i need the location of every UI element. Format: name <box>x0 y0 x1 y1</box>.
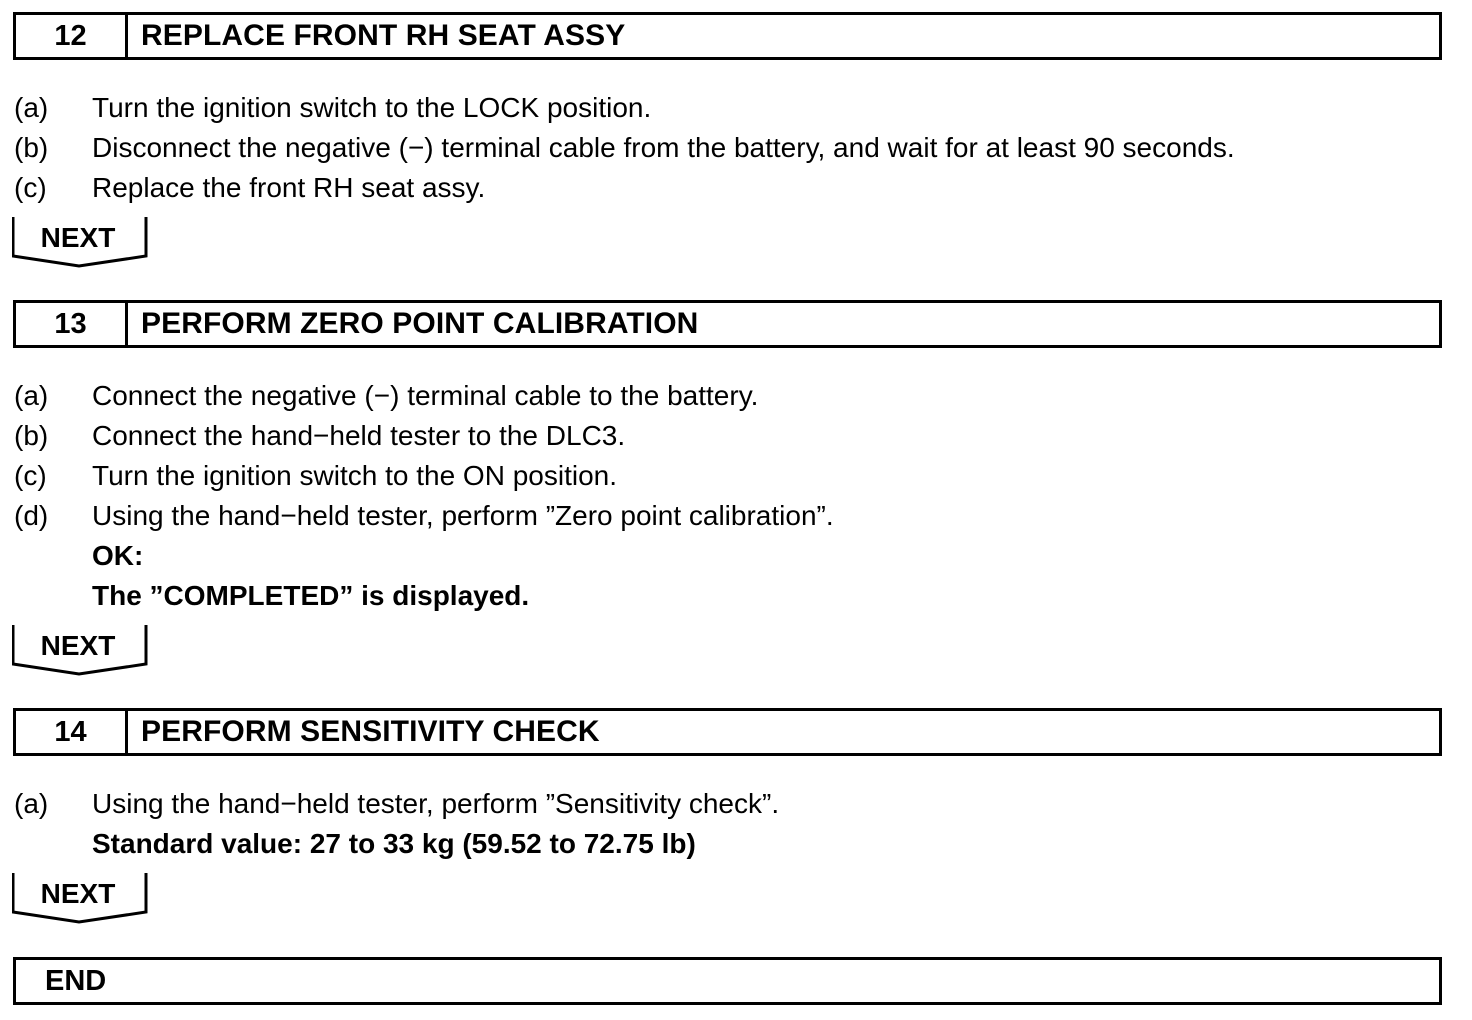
substep-text: Replace the front RH seat assy. <box>92 172 486 203</box>
next-button-label: NEXT <box>40 630 116 661</box>
substep-13c <box>14 456 834 496</box>
next-button-13[interactable] <box>12 624 150 676</box>
step-header-14 <box>13 708 1442 756</box>
substep-text: Connect the hand−held tester to the DLC3. <box>92 420 626 451</box>
step-number: 14 <box>16 711 128 753</box>
substep-letter: (b) <box>14 132 49 163</box>
substep-12a <box>14 88 1235 128</box>
substep-letter: (c) <box>14 172 47 203</box>
standard-value: Standard value: 27 to 33 kg (59.52 to 72.75 lb) <box>92 828 696 859</box>
substep-text: Disconnect the negative (−) terminal cable from the battery, and wait for at least 90 seconds. <box>92 132 1235 163</box>
substep-12b <box>14 128 1235 168</box>
substep-letter: (d) <box>14 500 49 531</box>
step-header-12 <box>13 12 1442 60</box>
substep-12c <box>14 168 1235 208</box>
next-button-label: NEXT <box>40 878 116 909</box>
step-header-13 <box>13 300 1442 348</box>
substep-list-13 <box>14 376 834 616</box>
substep-14a <box>14 784 779 824</box>
next-button-14[interactable] <box>12 872 150 924</box>
substep-text: Connect the negative (−) terminal cable to the battery. <box>92 380 759 411</box>
substep-13d <box>14 496 834 536</box>
substep-list-12 <box>14 88 1235 208</box>
substep-13a <box>14 376 834 416</box>
substep-text: Using the hand−held tester, perform ”Zero point calibration”. <box>92 500 834 531</box>
next-button-label: NEXT <box>40 222 116 253</box>
substep-letter: (a) <box>14 788 49 819</box>
step-title: PERFORM ZERO POINT CALIBRATION <box>141 307 699 340</box>
substep-text: Using the hand−held tester, perform ”Sensitivity check”. <box>92 788 780 819</box>
substep-letter: (a) <box>14 92 49 123</box>
ok-criteria: The ”COMPLETED” is displayed. <box>92 580 530 611</box>
substep-13b <box>14 416 834 456</box>
step-title: REPLACE FRONT RH SEAT ASSY <box>141 19 626 52</box>
step-number: 13 <box>16 303 128 345</box>
step-title: PERFORM SENSITIVITY CHECK <box>141 715 600 748</box>
substep-list-14 <box>14 784 779 864</box>
substep-letter: (c) <box>14 460 47 491</box>
step-number: 12 <box>16 15 128 57</box>
next-button-12[interactable] <box>12 216 150 268</box>
ok-label: OK: <box>92 540 144 571</box>
substep-text: Turn the ignition switch to the ON position. <box>92 460 617 491</box>
end-box: END <box>13 957 1442 1005</box>
substep-text: Turn the ignition switch to the LOCK position. <box>92 92 652 123</box>
substep-letter: (b) <box>14 420 49 451</box>
substep-letter: (a) <box>14 380 49 411</box>
